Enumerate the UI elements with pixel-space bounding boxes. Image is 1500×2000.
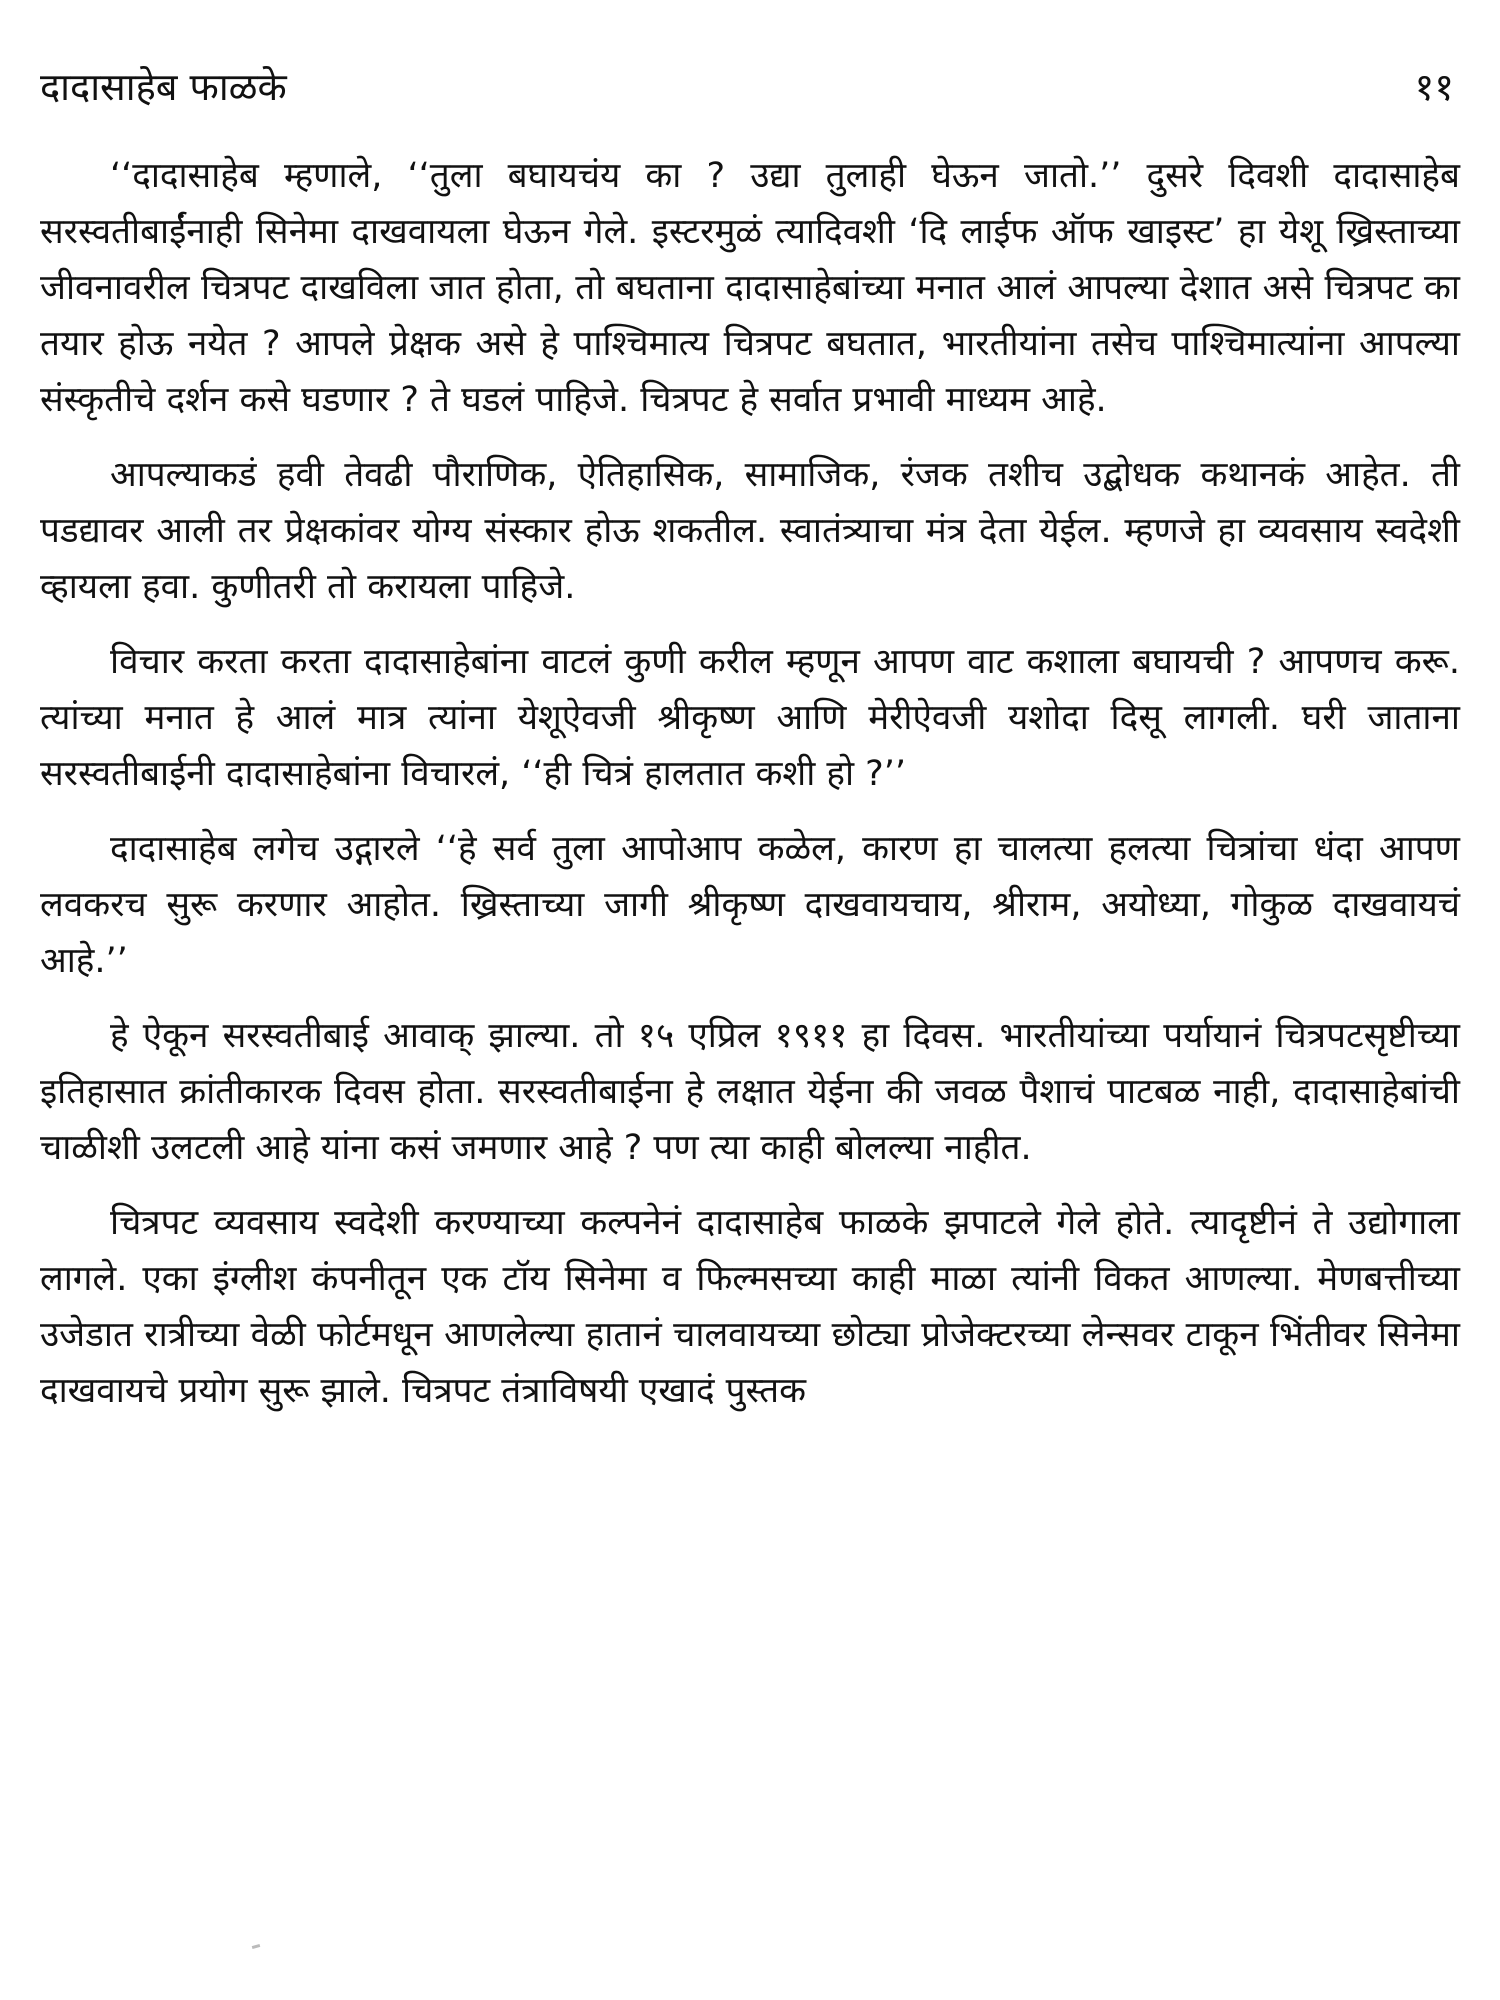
scan-speck bbox=[252, 1944, 261, 1949]
paragraph: हे ऐकून सरस्वतीबाई आवाक् झाल्या. तो १५ एप्रिल १९११ हा दिवस. भारतीयांच्या पर्यायानं चित्रपटसृष्टीच्या इतिहासात क्रांतीकारक दिवस होता. सरस्वतीबाईना हे लक्षात येईना की जवळ पैशाचं पाटबळ नाही, दादासाहेबांची चाळीशी उलटली आहे यांना कसं जमणार आहे ? पण त्या काही बोलल्या नाहीत. bbox=[40, 1016, 1460, 1168]
paragraph: चित्रपट व्यवसाय स्वदेशी करण्याच्या कल्पनेनं दादासाहेब फाळके झपाटले गेले होते. त्यादृष्टीनं ते उद्योगाला लागले. एका इंग्लीश कंपनीतून एक टॉय सिनेमा व फिल्मसच्या काही माळा त्यांनी विकत आणल्या. मेणबत्तीच्या उजेडात रात्रीच्या वेळी फोर्टमधून आणलेल्या हातानं चालवायच्या छोट्या प्रोजेक्टरच्या लेन्सवर टाकून भिंतीवर सिनेमा दाखवायचे प्रयोग सुरू झाले. चित्रपट तंत्राविषयी एखादं पुस्तक bbox=[40, 1203, 1460, 1411]
paragraph: आपल्याकडं हवी तेवढी पौराणिक, ऐतिहासिक, सामाजिक, रंजक तशीच उद्बोधक कथानकं आहेत. ती पडद्यावर आली तर प्रेक्षकांवर योग्य संस्कार होऊ शकतील. स्वातंत्र्याचा मंत्र देता येईल. म्हणजे हा व्यवसाय स्वदेशी व्हायला हवा. कुणीतरी तो करायला पाहिजे. bbox=[40, 455, 1460, 607]
paragraph: दादासाहेब लगेच उद्गारले ‘‘हे सर्व तुला आपोआप कळेल, कारण हा चालत्या हलत्या चित्रांचा धंदा आपण लवकरच सुरू करणार आहोत. ख्रिस्ताच्या जागी श्रीकृष्ण दाखवायचाय, श्रीराम, अयोध्या, गोकुळ दाखवायचं आहे.’’ bbox=[40, 829, 1460, 981]
paragraph: ‘‘दादासाहेब म्हणाले, ‘‘तुला बघायचंय का ? उद्या तुलाही घेऊन जातो.’’ दुसरे दिवशी दादासाहेब सरस्वतीबाईंनाही सिनेमा दाखवायला घेऊन गेले. इस्टरमुळं त्यादिवशी ‘दि लाईफ ऑफ खाइस्ट’ हा येशू ख्रिस्ताच्या जीवनावरील चित्रपट दाखविला जात होता, तो बघताना दादासाहेबांच्या मनात आलं आपल्या देशात असे चित्रपट का तयार होऊ नयेत ? आपले प्रेक्षक असे हे पाश्चिमात्य चित्रपट बघतात, भारतीयांना तसेच पाश्चिमात्यांना आपल्या संस्कृतीचे दर्शन कसे घडणार ? ते घडलं पाहिजे. चित्रपट हे सर्वात प्रभावी माध्यम आहे. bbox=[40, 156, 1460, 420]
running-title: दादासाहेब फाळके bbox=[40, 65, 287, 109]
body-text bbox=[40, 148, 1460, 1438]
page-number: ११ bbox=[1414, 65, 1454, 109]
paragraph: विचार करता करता दादासाहेबांना वाटलं कुणी करील म्हणून आपण वाट कशाला बघायची ? आपणच करू. त्यांच्या मनात हे आलं मात्र त्यांना येशूऐवजी श्रीकृष्ण आणि मेरीऐवजी यशोदा दिसू लागली. घरी जाताना सरस्वतीबाईनी दादासाहेबांना विचारलं, ‘‘ही चित्रं हालतात कशी हो ?’’ bbox=[40, 642, 1460, 794]
page-header bbox=[40, 62, 1460, 122]
